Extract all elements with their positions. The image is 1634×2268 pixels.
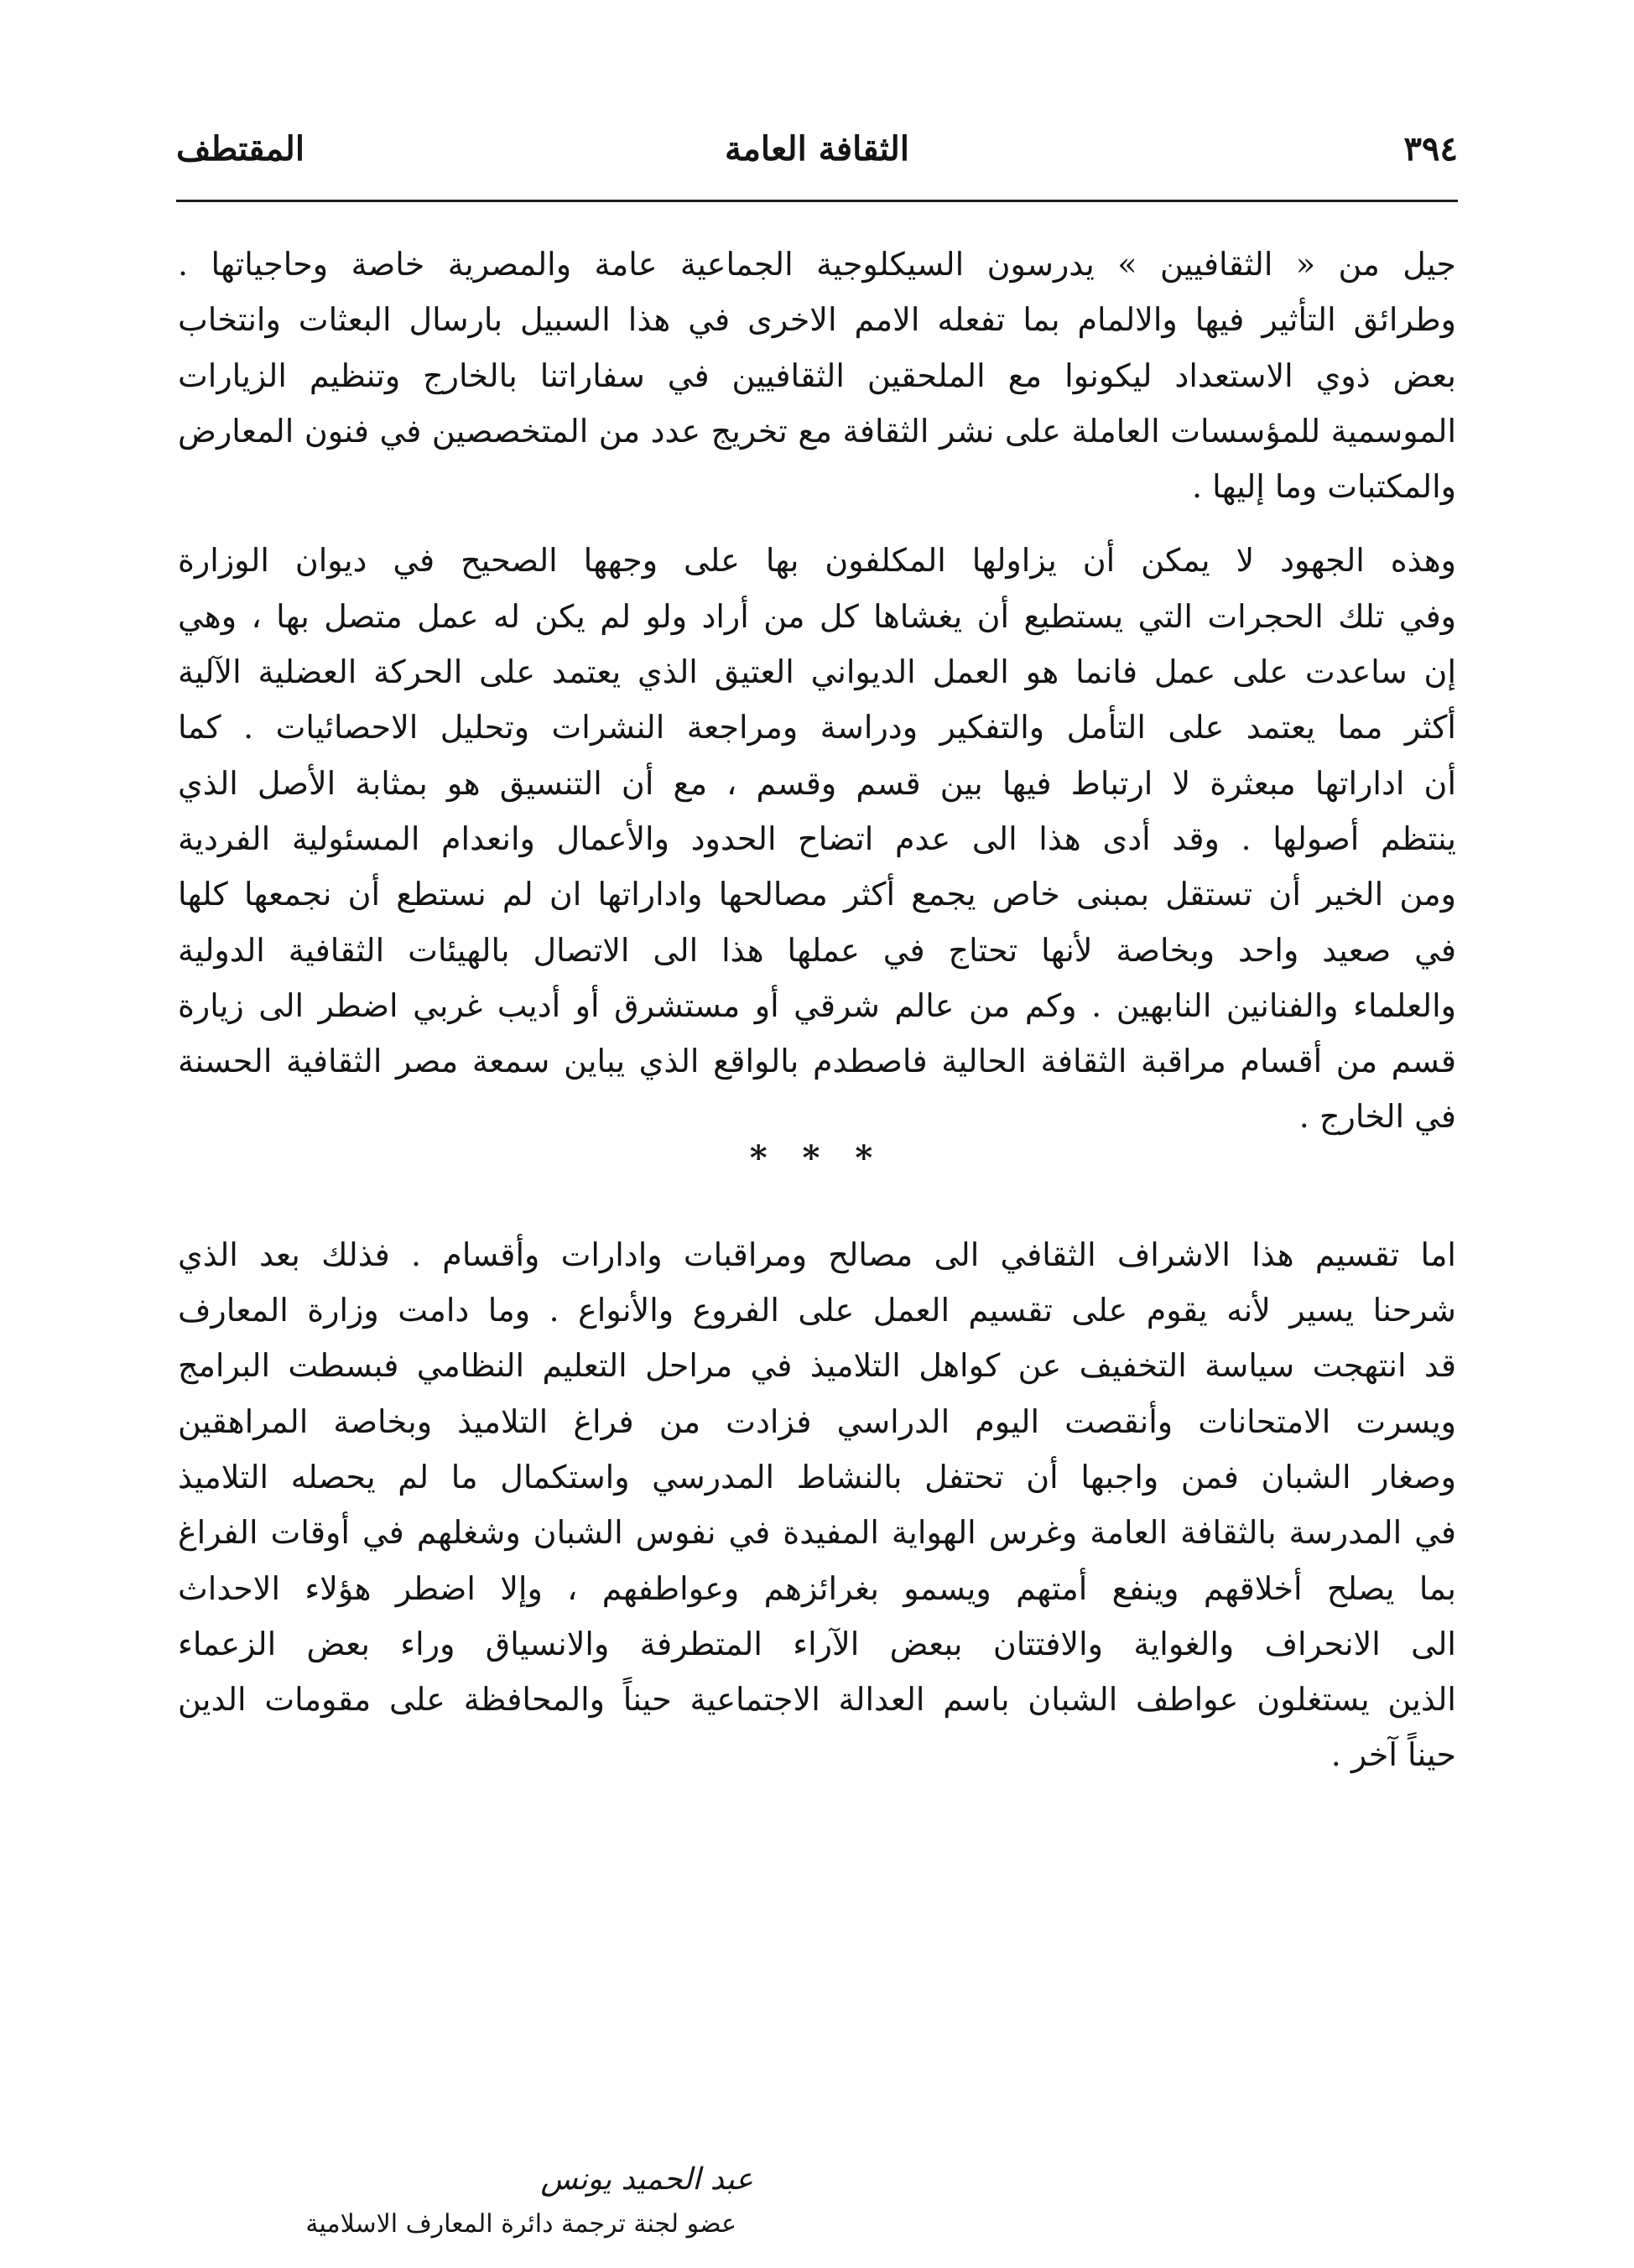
text-line: الموسمية للمؤسسات العاملة على نشر الثقافة مع تخريج عدد من المتخصصين في فنون المعارض bbox=[178, 412, 1456, 450]
text-line: الى الانحراف والغواية والافتتان ببعض الآراء المتطرفة والانسياق وراء بعض الزعماء bbox=[178, 1625, 1456, 1662]
text-line: وفي تلك الحجرات التي يستطيع أن يغشاها كل من أراد ولو لم يكن له عمل متصل بها ، وهي bbox=[178, 597, 1456, 635]
author-signature: عبد الحميد يونس bbox=[540, 2162, 753, 2197]
text-line: وهذه الجهود لا يمكن أن يزاولها المكلفون بها على وجهها الصحيح في ديوان الوزارة bbox=[178, 542, 1456, 580]
text-line: بعض ذوي الاستعداد ليكونوا مع الملحقين الثقافيين في سفاراتنا بالخارج وتنظيم الزيارات bbox=[178, 356, 1456, 394]
text-line: وطرائق التأثير فيها والالمام بما تفعله الامم الاخرى في هذا السبيل بارسال البعثات وانتخاب bbox=[178, 301, 1456, 339]
text-line: وصغار الشبان فمن واجبها أن تحتفل بالنشاط المدرسي واستكمال ما لم يحصله التلاميذ bbox=[178, 1458, 1456, 1496]
text-line: الذين يستغلون عواطف الشبان باسم العدالة الاجتماعية حيناً والمحافظة على مقومات الدين bbox=[178, 1681, 1456, 1719]
paragraph-1 bbox=[178, 237, 1456, 514]
text-line: في المدرسة بالثقافة العامة وغرس الهواية المفيدة في نفوس الشبان وشغلهم في أوقات الفراغ bbox=[178, 1514, 1456, 1552]
text-line: والعلماء والفنانين النابهين . وكم من عالم شرقي أو مستشرق أو أديب غربي اضطر الى زيارة bbox=[178, 986, 1456, 1024]
header-rule bbox=[176, 200, 1458, 202]
journal-name: المقتطف bbox=[176, 129, 304, 169]
text-line: ويسرت الامتحانات وأنقصت اليوم الدراسي فزادت من فراغ التلاميذ وبخاصة المراهقين bbox=[178, 1402, 1456, 1440]
paragraph-2 bbox=[178, 533, 1456, 1144]
article-body bbox=[178, 237, 1456, 1783]
paragraph-3 bbox=[178, 1227, 1456, 1783]
text-line: شرحنا يسير لأنه يقوم على تقسيم العمل على الفروع والأنواع . وما دامت وزارة المعارف bbox=[178, 1292, 1456, 1329]
text-line: قسم من أقسام مراقبة الثقافة الحالية فاصطدم بالواقع الذي يباين سمعة مصر الثقافية الحسنة bbox=[178, 1043, 1456, 1080]
text-line: أكثر مما يعتمد على التأمل والتفكير ودراسة ومراجعة النشرات وتحليل الاحصائيات . كما bbox=[178, 709, 1456, 746]
text-line: في الخارج . bbox=[1298, 1098, 1456, 1136]
text-line: بما يصلح أخلاقهم وينفع أمتهم ويسمو بغرائزهم وعواطفهم ، وإلا اضطر هؤلاء الاحداث bbox=[178, 1569, 1456, 1607]
text-line: حيناً آخر . bbox=[1330, 1736, 1456, 1774]
text-line: جيل من « الثقافيين » يدرسون السيكلوجية الجماعية عامة والمصرية خاصة وحاجياتها . bbox=[178, 246, 1456, 283]
page-header bbox=[176, 116, 1458, 183]
section-separator: * * * bbox=[749, 1137, 885, 1178]
text-line: ينتظم أصولها . وقد أدى هذا الى عدم اتضاح الحدود والأعمال وانعدام المسئولية الفردية bbox=[178, 819, 1456, 857]
running-title: الثقافة العامة bbox=[725, 129, 909, 169]
text-line: ومن الخير أن تستقل بمبنى خاص يجمع أكثر مصالحها واداراتها ان لم نستطع أن نجمعها كلها bbox=[178, 876, 1456, 913]
text-line: اما تقسيم هذا الاشراف الثقافي الى مصالح ومراقبات وادارات وأقسام . فذلك بعد الذي bbox=[178, 1235, 1456, 1273]
author-affiliation: عضو لجنة ترجمة دائرة المعارف الاسلامية bbox=[305, 2209, 736, 2239]
page-number: ٣٩٤ bbox=[1403, 129, 1458, 169]
text-line: قد انتهجت سياسة التخفيف عن كواهل التلاميذ في مراحل التعليم النظامي فبسطت البرامج bbox=[178, 1347, 1456, 1385]
text-line: والمكتبات وما إليها . bbox=[1191, 468, 1456, 506]
text-line: أن اداراتها مبعثرة لا ارتباط فيها بين قسم وقسم ، مع أن التنسيق هو بمثابة الأصل الذي bbox=[178, 764, 1456, 802]
text-line: إن ساعدت على عمل فانما هو العمل الديواني العتيق الذي يعتمد على الحركة العضلية الآلية bbox=[178, 653, 1456, 691]
text-line: في صعيد واحد وبخاصة لأنها تحتاج في عملها هذا الى الاتصال بالهيئات الثقافية الدولية bbox=[178, 931, 1456, 969]
